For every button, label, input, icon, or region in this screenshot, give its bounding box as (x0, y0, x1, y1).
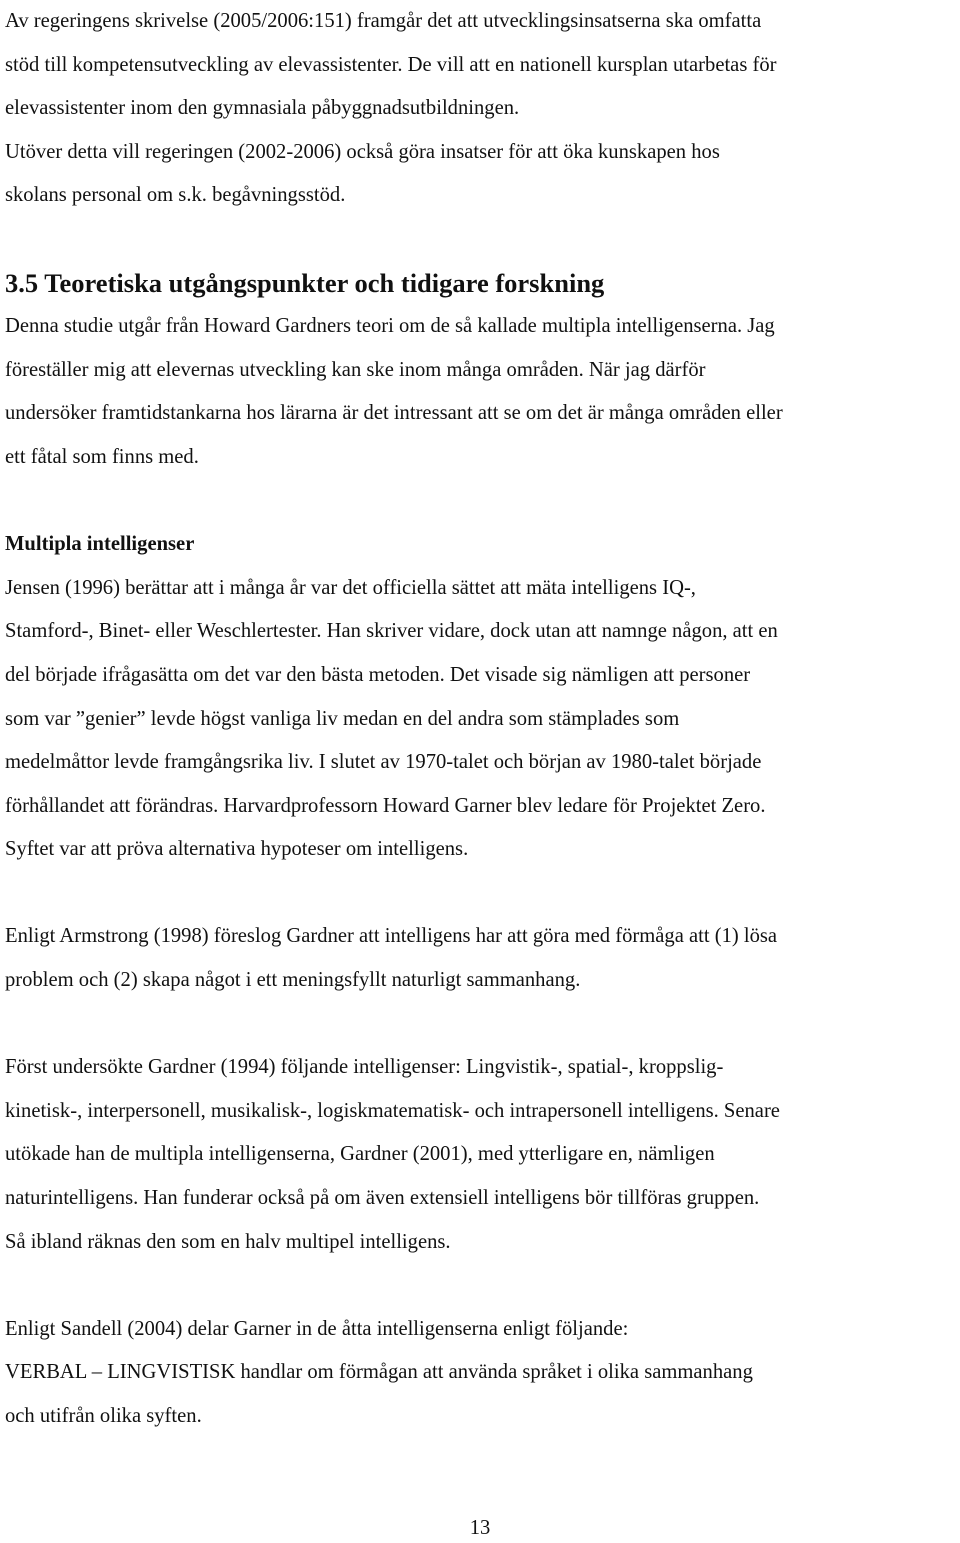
document-page (5, 0, 960, 1439)
text-line: Först undersökte Gardner (1994) följande intelligenser: Lingvistik-, spatial-, kroppslig- (5, 1056, 724, 1079)
text-line: Enligt Sandell (2004) delar Garner in de åtta intelligenserna enligt följande: (5, 1317, 629, 1340)
spacer (5, 1003, 960, 1047)
text-line: förhållandet att förändras. Harvardprofessorn Howard Garner blev ledare för Projektet Zero. (5, 794, 766, 817)
intro-paragraph (5, 0, 960, 218)
text-line: Jensen (1996) berättar att i många år var det officiella sättet att mäta intelligens IQ-, (5, 576, 696, 599)
text-line: föreställer mig att elevernas utveckling kan ske inom många områden. När jag därför (5, 358, 706, 381)
text-line: stöd till kompetensutveckling av elevassistenter. De vill att en nationell kursplan utarbetas för (5, 53, 777, 76)
text-line: skolans personal om s.k. begåvningsstöd. (5, 184, 346, 207)
page-number: 13 (469, 1517, 491, 1539)
text-line: medelmåttor levde framgångsrika liv. I slutet av 1970-talet och början av 1980-talet började (5, 751, 762, 774)
text-line: elevassistenter inom den gymnasiala påbyggnadsutbildningen. (5, 97, 520, 120)
subsection-heading: Multipla intelligenser (5, 533, 195, 556)
text-line: som var ”genier” levde högst vanliga liv medan en del andra som stämplades som (5, 707, 680, 730)
text-line: Enligt Armstrong (1998) föreslog Gardner att intelligens har att göra med förmåga att (1) lösa (5, 925, 778, 948)
section-paragraph (5, 305, 960, 479)
gardner-paragraph (5, 1046, 960, 1264)
spacer (5, 1264, 960, 1308)
multipla-paragraph (5, 567, 960, 872)
text-line: ett fåtal som finns med. (5, 445, 199, 468)
text-line: utökade han de multipla intelligenserna, Gardner (2001), med ytterligare en, nämligen (5, 1143, 715, 1166)
text-line: Denna studie utgår från Howard Gardners teori om de så kallade multipla intelligenserna. Jag (5, 315, 775, 338)
text-line: Av regeringens skrivelse (2005/2006:151) framgår det att utvecklingsinsatserna ska omfatta (5, 10, 762, 32)
text-line: Utöver detta vill regeringen (2002-2006) också göra insatser för att öka kunskapen hos (5, 140, 720, 163)
text-line: problem och (2) skapa något i ett meningsfyllt naturligt sammanhang. (5, 969, 581, 992)
text-line: Stamford-, Binet- eller Weschlertester. Han skriver vidare, dock utan att namnge någon, att en (5, 620, 778, 643)
text-line: Syftet var att pröva alternativa hypoteser om intelligens. (5, 838, 469, 861)
text-line: naturintelligens. Han funderar också på om även extensiell intelligens bör tillföras gruppen. (5, 1187, 760, 1210)
text-line: kinetisk-, interpersonell, musikalisk-, logiskmatematisk- och intrapersonell intelligens. Senare (5, 1099, 780, 1122)
sandell-paragraph (5, 1308, 960, 1439)
text-line: VERBAL – LINGVISTISK handlar om förmågan att använda språket i olika sammanhang (5, 1361, 753, 1384)
text-line: Så ibland räknas den som en halv multipel intelligens. (5, 1230, 451, 1253)
spacer (5, 872, 960, 916)
spacer (5, 218, 960, 262)
section-heading: 3.5 Teoretiska utgångspunkter och tidigare forskning (5, 267, 605, 298)
armstrong-paragraph (5, 915, 960, 1002)
spacer (5, 480, 960, 524)
text-line: del började ifrågasätta om det var den bästa metoden. Det visade sig nämligen att personer (5, 663, 751, 686)
text-line: och utifrån olika syften. (5, 1405, 202, 1427)
text-line: undersöker framtidstankarna hos lärarna är det intressant att se om det är många områden eller (5, 402, 783, 425)
